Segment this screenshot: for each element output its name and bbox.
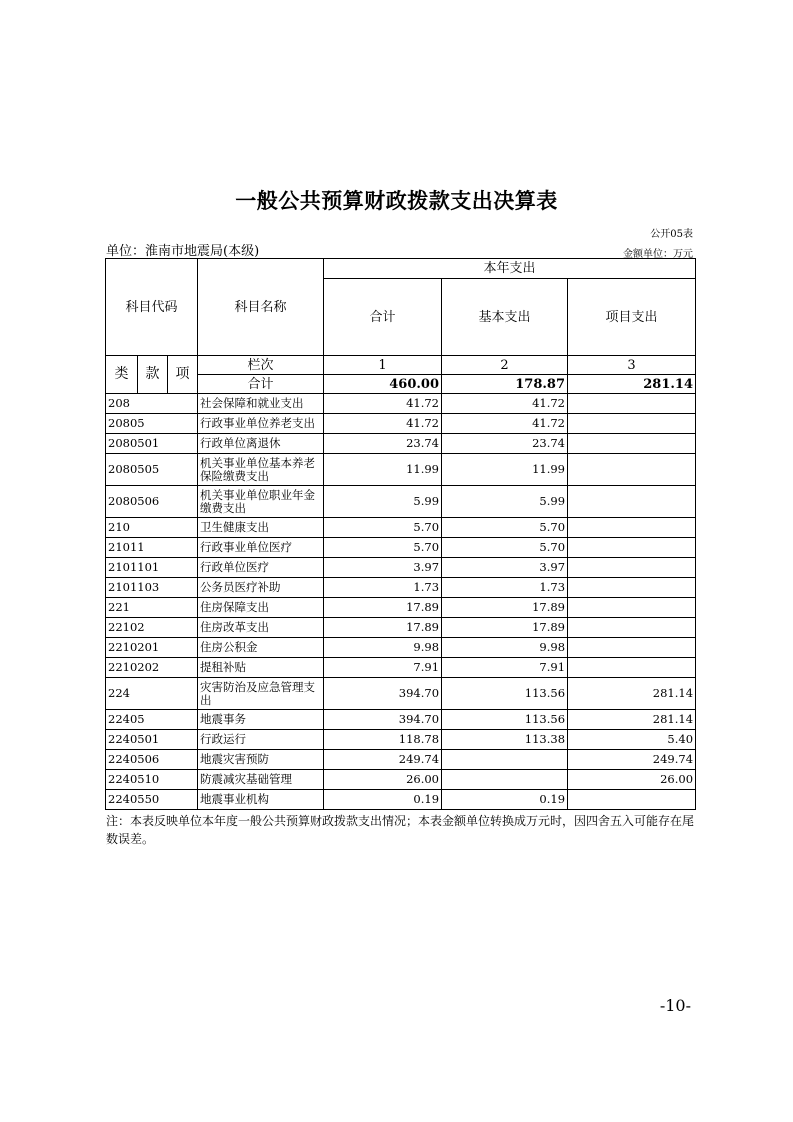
row-name: 住房公积金 (198, 638, 324, 658)
row-code: 2240550 (106, 790, 198, 810)
row-name: 公务员医疗补助 (198, 578, 324, 598)
table-row (106, 486, 696, 518)
row-name: 行政事业单位医疗 (198, 538, 324, 558)
total-project-value: 281.14 (568, 375, 696, 394)
row-total: 5.70 (324, 518, 442, 538)
row-project (568, 454, 696, 486)
row-name: 地震灾害预防 (198, 750, 324, 770)
row-code: 22102 (106, 618, 198, 638)
row-total: 41.72 (324, 414, 442, 434)
row-total: 17.89 (324, 618, 442, 638)
total-value: 460.00 (324, 375, 442, 394)
row-total: 11.99 (324, 454, 442, 486)
row-project (568, 558, 696, 578)
row-code: 2210201 (106, 638, 198, 658)
row-name: 提租补贴 (198, 658, 324, 678)
row-name: 灾害防治及应急管理支出 (198, 678, 324, 710)
row-project (568, 618, 696, 638)
row-name: 地震事务 (198, 710, 324, 730)
row-code: 2240506 (106, 750, 198, 770)
row-project (568, 578, 696, 598)
row-project: 249.74 (568, 750, 696, 770)
row-basic: 0.19 (442, 790, 568, 810)
row-name: 地震事业机构 (198, 790, 324, 810)
row-name: 社会保障和就业支出 (198, 394, 324, 414)
row-project (568, 790, 696, 810)
row-basic: 5.99 (442, 486, 568, 518)
footnote: 注：本表反映单位本年度一般公共预算财政拨款支出情况；本表金额单位转换成万元时，因四舍五入可能存在尾数误差。 (106, 814, 695, 846)
row-name: 防震减灾基础管理 (198, 770, 324, 790)
row-code: 20805 (106, 414, 198, 434)
row-total: 249.74 (324, 750, 442, 770)
table-row (106, 618, 696, 638)
row-basic: 17.89 (442, 598, 568, 618)
row-project: 5.40 (568, 730, 696, 750)
header-xiang: 项 (168, 356, 198, 394)
page-title: 一般公共预算财政拨款支出决算表 (235, 188, 558, 213)
row-total: 118.78 (324, 730, 442, 750)
row-total: 41.72 (324, 394, 442, 414)
money-unit-label: 金额单位：万元 (623, 249, 693, 260)
row-code: 22405 (106, 710, 198, 730)
header-kuan: 款 (138, 356, 168, 394)
header-project: 项目支出 (568, 279, 696, 356)
header-subject-name: 科目名称 (198, 259, 324, 356)
table-row (106, 750, 696, 770)
row-code: 221 (106, 598, 198, 618)
row-basic (442, 750, 568, 770)
table-row (106, 678, 696, 710)
table-row (106, 454, 696, 486)
row-project (568, 394, 696, 414)
row-total: 17.89 (324, 598, 442, 618)
row-total: 5.70 (324, 538, 442, 558)
row-project: 26.00 (568, 770, 696, 790)
row-basic: 41.72 (442, 414, 568, 434)
row-basic: 5.70 (442, 518, 568, 538)
row-name: 住房保障支出 (198, 598, 324, 618)
row-project (568, 414, 696, 434)
expenditure-table (105, 258, 696, 810)
row-project: 281.14 (568, 678, 696, 710)
row-total: 9.98 (324, 638, 442, 658)
row-basic: 5.70 (442, 538, 568, 558)
row-total: 3.97 (324, 558, 442, 578)
row-code: 224 (106, 678, 198, 710)
table-row (106, 518, 696, 538)
row-code: 2240510 (106, 770, 198, 790)
row-total: 7.91 (324, 658, 442, 678)
row-code: 2080505 (106, 454, 198, 486)
header-total: 合计 (324, 279, 442, 356)
row-total: 394.70 (324, 710, 442, 730)
unit-label: 单位：淮南市地震局(本级) (106, 244, 260, 259)
row-basic: 7.91 (442, 658, 568, 678)
header-col3: 3 (568, 356, 696, 375)
row-name: 机关事业单位基本养老保险缴费支出 (198, 454, 324, 486)
row-total: 1.73 (324, 578, 442, 598)
table-row (106, 730, 696, 750)
row-code: 2101101 (106, 558, 198, 578)
header-current-year: 本年支出 (324, 259, 696, 279)
form-code: 公开05表 (650, 229, 693, 240)
header-col2: 2 (442, 356, 568, 375)
row-code: 208 (106, 394, 198, 414)
row-total: 0.19 (324, 790, 442, 810)
row-code: 2101103 (106, 578, 198, 598)
row-basic: 3.97 (442, 558, 568, 578)
table-row (106, 770, 696, 790)
row-code: 210 (106, 518, 198, 538)
row-project (568, 658, 696, 678)
header-subject-code: 科目代码 (106, 259, 198, 356)
table-row (106, 710, 696, 730)
row-basic: 17.89 (442, 618, 568, 638)
table-row (106, 434, 696, 454)
row-basic: 1.73 (442, 578, 568, 598)
row-basic: 113.38 (442, 730, 568, 750)
row-name: 机关事业单位职业年金缴费支出 (198, 486, 324, 518)
row-basic: 9.98 (442, 638, 568, 658)
row-code: 2240501 (106, 730, 198, 750)
row-basic: 113.56 (442, 678, 568, 710)
row-project: 281.14 (568, 710, 696, 730)
header-basic: 基本支出 (442, 279, 568, 356)
table-row (106, 558, 696, 578)
table-row (106, 538, 696, 558)
row-name: 住房改革支出 (198, 618, 324, 638)
row-project (568, 638, 696, 658)
row-basic: 11.99 (442, 454, 568, 486)
row-code: 21011 (106, 538, 198, 558)
row-code: 2080506 (106, 486, 198, 518)
row-basic: 41.72 (442, 394, 568, 414)
table-row (106, 578, 696, 598)
row-name: 行政单位医疗 (198, 558, 324, 578)
total-label: 合计 (198, 375, 324, 394)
total-basic-value: 178.87 (442, 375, 568, 394)
header-column-no: 栏次 (198, 356, 324, 375)
row-name: 行政事业单位养老支出 (198, 414, 324, 434)
row-basic: 23.74 (442, 434, 568, 454)
header-lei: 类 (106, 356, 138, 394)
row-total: 5.99 (324, 486, 442, 518)
row-basic (442, 770, 568, 790)
row-project (568, 486, 696, 518)
row-name: 卫生健康支出 (198, 518, 324, 538)
row-basic: 113.56 (442, 710, 568, 730)
table-row (106, 394, 696, 414)
table-row (106, 790, 696, 810)
row-project (568, 598, 696, 618)
row-total: 26.00 (324, 770, 442, 790)
row-code: 2210202 (106, 658, 198, 678)
table-row (106, 414, 696, 434)
table-row (106, 658, 696, 678)
table-row (106, 638, 696, 658)
row-name: 行政运行 (198, 730, 324, 750)
row-name: 行政单位离退休 (198, 434, 324, 454)
row-project (568, 518, 696, 538)
header-col1: 1 (324, 356, 442, 375)
table-row (106, 598, 696, 618)
row-project (568, 434, 696, 454)
row-total: 23.74 (324, 434, 442, 454)
row-total: 394.70 (324, 678, 442, 710)
row-code: 2080501 (106, 434, 198, 454)
page-number: -10- (659, 996, 691, 1015)
row-project (568, 538, 696, 558)
